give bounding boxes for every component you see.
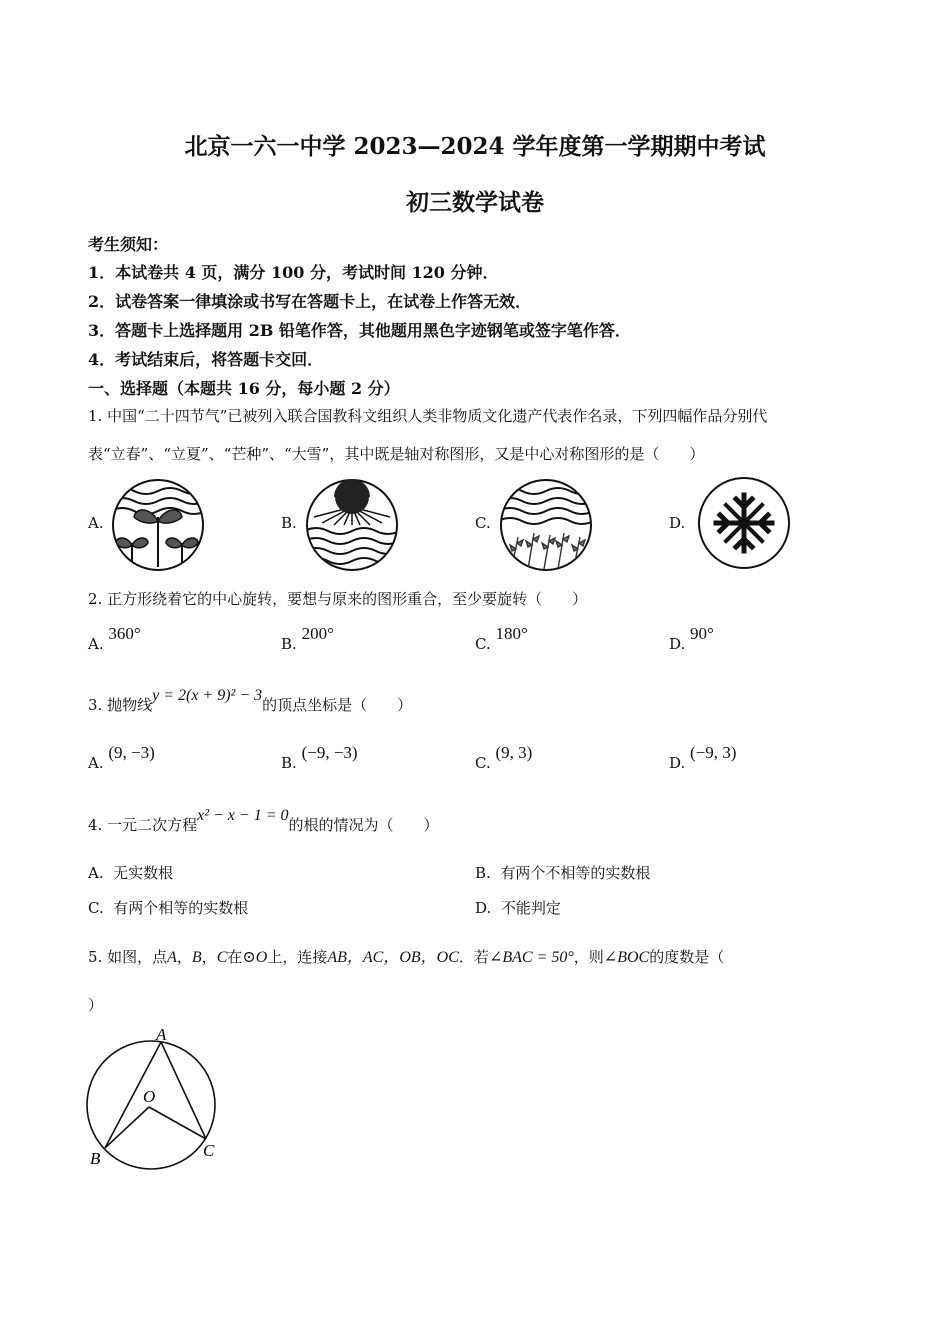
- q3-option-d-value: (−9, 3): [690, 743, 737, 762]
- q4-option-d-value: 不能判定: [500, 899, 561, 917]
- q3-option-b-label: B.: [281, 754, 297, 772]
- q5-stem-line1: [88, 944, 724, 967]
- q4-option-d: [475, 897, 561, 918]
- q3-option-c-label: C.: [475, 754, 491, 772]
- notice-heading: 考生须知：: [88, 235, 169, 254]
- q5-text: 5. 如图，点: [88, 948, 168, 966]
- figure-label-b: B: [90, 1149, 101, 1168]
- q5-point-c: C: [216, 949, 228, 966]
- notice-item: 2．试卷答案一律填涂或书写在答题卡上，在试卷上作答无效．: [88, 292, 532, 311]
- q3-prefix: 3. 抛物线: [88, 696, 153, 714]
- q2-option-c-value: 180°: [495, 624, 528, 643]
- q4-option-a: [88, 862, 173, 883]
- q3-suffix: 的顶点坐标是（ ）: [262, 696, 413, 714]
- q3-option-c-value: (9, 3): [495, 743, 533, 762]
- q2-option-d-value: 90°: [690, 624, 714, 643]
- q2-option-c-label: C.: [475, 635, 491, 653]
- q4-option-a-label: A.: [88, 864, 104, 882]
- q5-circle-figure: [80, 1020, 230, 1170]
- q5-angle-boc: ∠BOC: [603, 949, 650, 966]
- q1-option-d-label: D.: [669, 514, 686, 532]
- q5-text: ．若: [458, 948, 489, 966]
- mangzhong-icon: [498, 477, 594, 573]
- q4-option-b: [475, 862, 650, 883]
- q1-stem-line1: 1. 中国“二十四节气”已被列入联合国教科文组织人类非物质文化遗产代表作名录，下列四幅作品分别代: [88, 407, 768, 425]
- q4-option-c-label: C.: [88, 899, 104, 917]
- q4-prefix: 4. 一元二次方程: [88, 816, 198, 834]
- q4-option-c: [88, 897, 248, 918]
- q2-option-b-value: 200°: [301, 624, 334, 643]
- lichun-icon: [110, 477, 206, 573]
- q2-option-a: [88, 624, 141, 654]
- q5-text: ，: [176, 948, 192, 966]
- q5-point-b: B: [191, 949, 202, 966]
- q3-option-a-value: (9, −3): [108, 743, 155, 762]
- q4-stem: [88, 807, 439, 835]
- notice-item: 4．考试结束后，将答题卡交回．: [88, 350, 324, 369]
- q4-option-d-label: D.: [475, 899, 492, 917]
- q3-option-c: [475, 743, 533, 773]
- notice-item: 3．答题卡上选择题用 2B 铅笔作答，其他题用黑色字迹钢笔或签字笔作答．: [88, 321, 631, 340]
- q2-option-d-label: D.: [669, 635, 686, 653]
- q3-option-a: [88, 743, 155, 773]
- q5-text: 上，连接: [267, 948, 328, 966]
- figure-label-c: C: [203, 1141, 215, 1160]
- q5-text: ，则: [573, 948, 604, 966]
- q5-text: 的度数是（: [649, 948, 725, 966]
- q5-point-a: A: [167, 949, 177, 966]
- q2-stem: 2. 正方形绕着它的中心旋转，要想与原来的图形重合，至少要旋转（ ）: [88, 590, 588, 608]
- figure-label-o: O: [143, 1087, 156, 1106]
- notice-item: 1．本试卷共 4 页，满分 100 分，考试时间 120 分钟．: [88, 263, 499, 282]
- q2-option-b-label: B.: [281, 635, 297, 653]
- q2-option-c: [475, 624, 528, 654]
- q3-option-b: [281, 743, 358, 773]
- q3-option-b-value: (−9, −3): [301, 743, 358, 762]
- q1-option-a-label: A.: [88, 514, 104, 532]
- exam-title: 北京一六一中学 2023—2024 学年度第一学期期中考试: [184, 133, 766, 160]
- q1-option-c-label: C.: [475, 514, 491, 532]
- q5-text: ，: [201, 948, 217, 966]
- q4-formula: x² − x − 1 = 0: [197, 807, 289, 824]
- q4-option-a-value: 无实数根: [113, 864, 174, 882]
- q1-option-b-label: B.: [281, 514, 297, 532]
- q2-option-b: [281, 624, 334, 654]
- q2-option-a-label: A.: [88, 635, 104, 653]
- q5-stem-line2: ）: [88, 996, 104, 1014]
- q4-option-b-value: 有两个不相等的实数根: [500, 864, 651, 882]
- q3-option-d: [669, 743, 737, 773]
- q5-segments: AB，AC，OB，OC: [327, 949, 459, 966]
- q5-circle-o: ⊙O: [242, 949, 268, 966]
- q5-angle-bac: ∠BAC = 50°: [488, 949, 574, 966]
- q5-text: 在: [227, 948, 243, 966]
- q2-option-a-value: 360°: [108, 624, 141, 643]
- exam-subtitle: 初三数学试卷: [406, 189, 544, 216]
- section-heading: 一、选择题（本题共 16 分，每小题 2 分）: [88, 379, 400, 398]
- lixia-icon: [304, 477, 400, 573]
- q2-option-d: [669, 624, 714, 654]
- figure-label-a: A: [156, 1025, 167, 1044]
- q3-formula: y = 2(x + 9)² − 3: [152, 687, 263, 704]
- q4-option-b-label: B.: [475, 864, 491, 882]
- q4-option-c-value: 有两个相等的实数根: [113, 899, 249, 917]
- q3-stem: [88, 687, 413, 715]
- q1-stem-line2: 表“立春”、“立夏”、“芒种”、“大雪”，其中既是轴对称图形，又是中心对称图形的是（ ）: [88, 445, 705, 463]
- q3-option-a-label: A.: [88, 754, 104, 772]
- q3-option-d-label: D.: [669, 754, 686, 772]
- daxue-icon: [696, 475, 792, 571]
- q4-suffix: 的根的情况为（ ）: [288, 816, 439, 834]
